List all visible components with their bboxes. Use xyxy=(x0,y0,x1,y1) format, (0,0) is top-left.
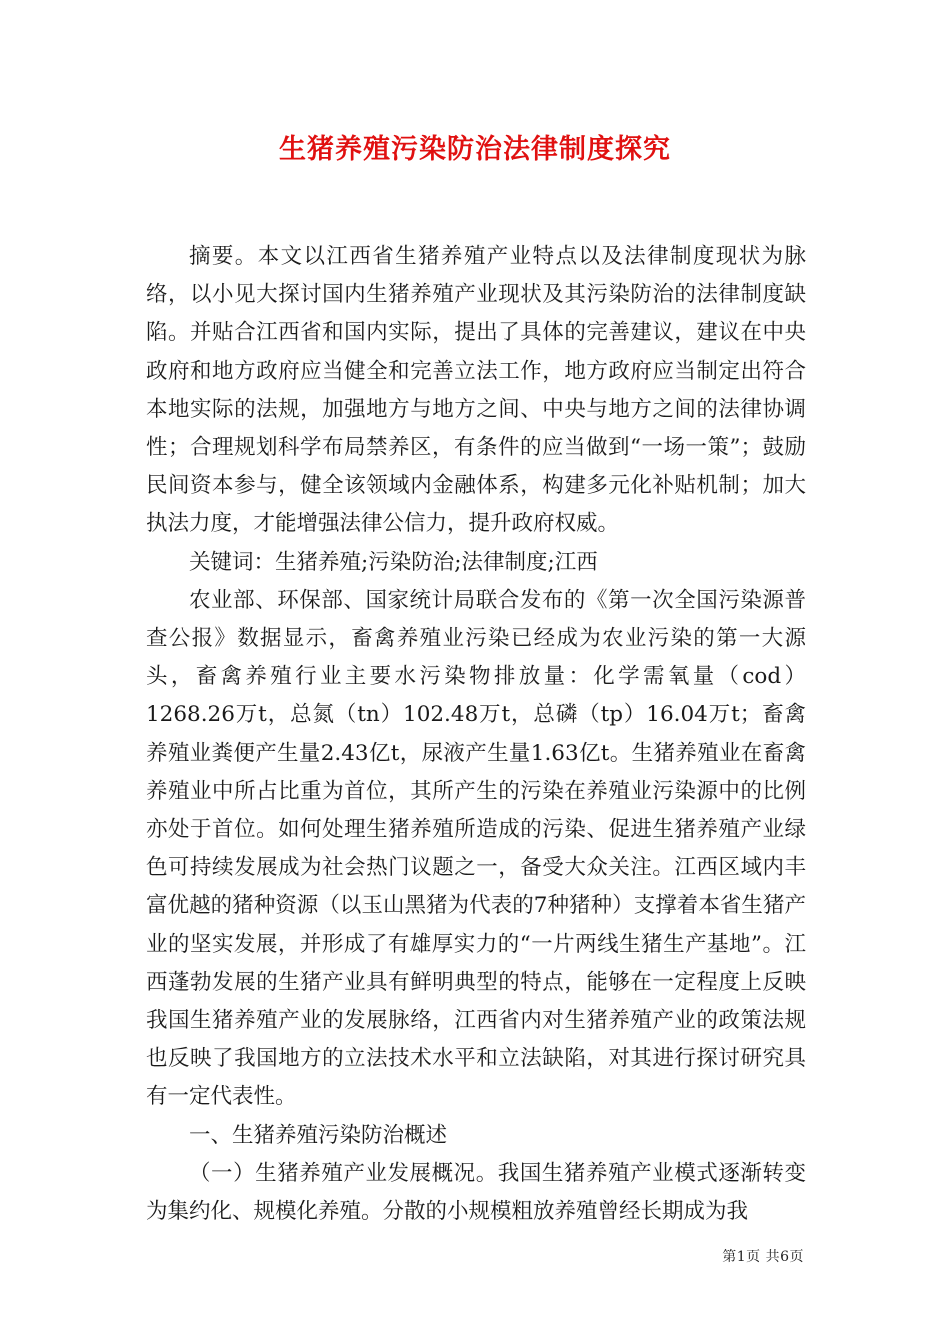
section-heading: 一、生猪养殖污染防治概述 xyxy=(189,1122,448,1148)
page-number: 第1页 共6页 xyxy=(722,1249,804,1265)
document-title: 生猪养殖污染防治法律制度探究 xyxy=(279,134,671,165)
subsection-paragraph: （一）生猪养殖产业发展概况。我国生猪养殖产业模式逐渐转变为集约化、规模化养殖。分散的小规模粗放养殖曾经长期成为我 xyxy=(146,1160,806,1225)
intro-paragraph: 农业部、环保部、国家统计局联合发布的《第一次全国污染源普查公报》数据显示，畜禽养殖业污染已经成为农业污染的第一大源头，畜禽养殖行业主要水污染物排放量：化学需氧量（cod）1268.26万t，总氮（tn）102.48万t，总磷（tp）16.04万t；畜禽养殖业粪便产生量2.43亿t，尿液产生量1.63亿t。生猪养殖业在畜禽养殖业中所占比重为首位，其所产生的污染在养殖业污染源中的比例亦处于首位。如何处理生猪养殖所造成的污染、促进生猪养殖产业绿色可持续发展成为社会热门议题之一，备受大众关注。江西区域内丰富优越的猪种资源（以玉山黑猪为代表的7种猪种）支撑着本省生猪产业的坚实发展，并形成了有雄厚实力的“一片两线生猪生产基地”。江西蓬勃发展的生猪产业具有鲜明典型的特点，能够在一定程度上反映我国生猪养殖产业的发展脉络，江西省内对生猪养殖产业的政策法规也反映了我国地方的立法技术水平和立法缺陷，对其进行探讨研究具有一定代表性。 xyxy=(146,587,806,1110)
keywords-paragraph: 关键词：生猪养殖;污染防治;法律制度;江西 xyxy=(189,549,598,575)
document-body xyxy=(146,238,806,1231)
abstract-paragraph: 摘要。本文以江西省生猪养殖产业特点以及法律制度现状为脉络，以小见大探讨国内生猪养殖产业现状及其污染防治的法律制度缺陷。并贴合江西省和国内实际，提出了具体的完善建议，建议在中央政府和地方政府应当健全和完善立法工作，地方政府应当制定出符合本地实际的法规，加强地方与地方之间、中央与地方之间的法律协调性；合理规划科学布局禁养区，有条件的应当做到“一场一策”；鼓励民间资本参与，健全该领域内金融体系，构建多元化补贴机制；加大执法力度，才能增强法律公信力，提升政府权威。 xyxy=(146,244,806,537)
